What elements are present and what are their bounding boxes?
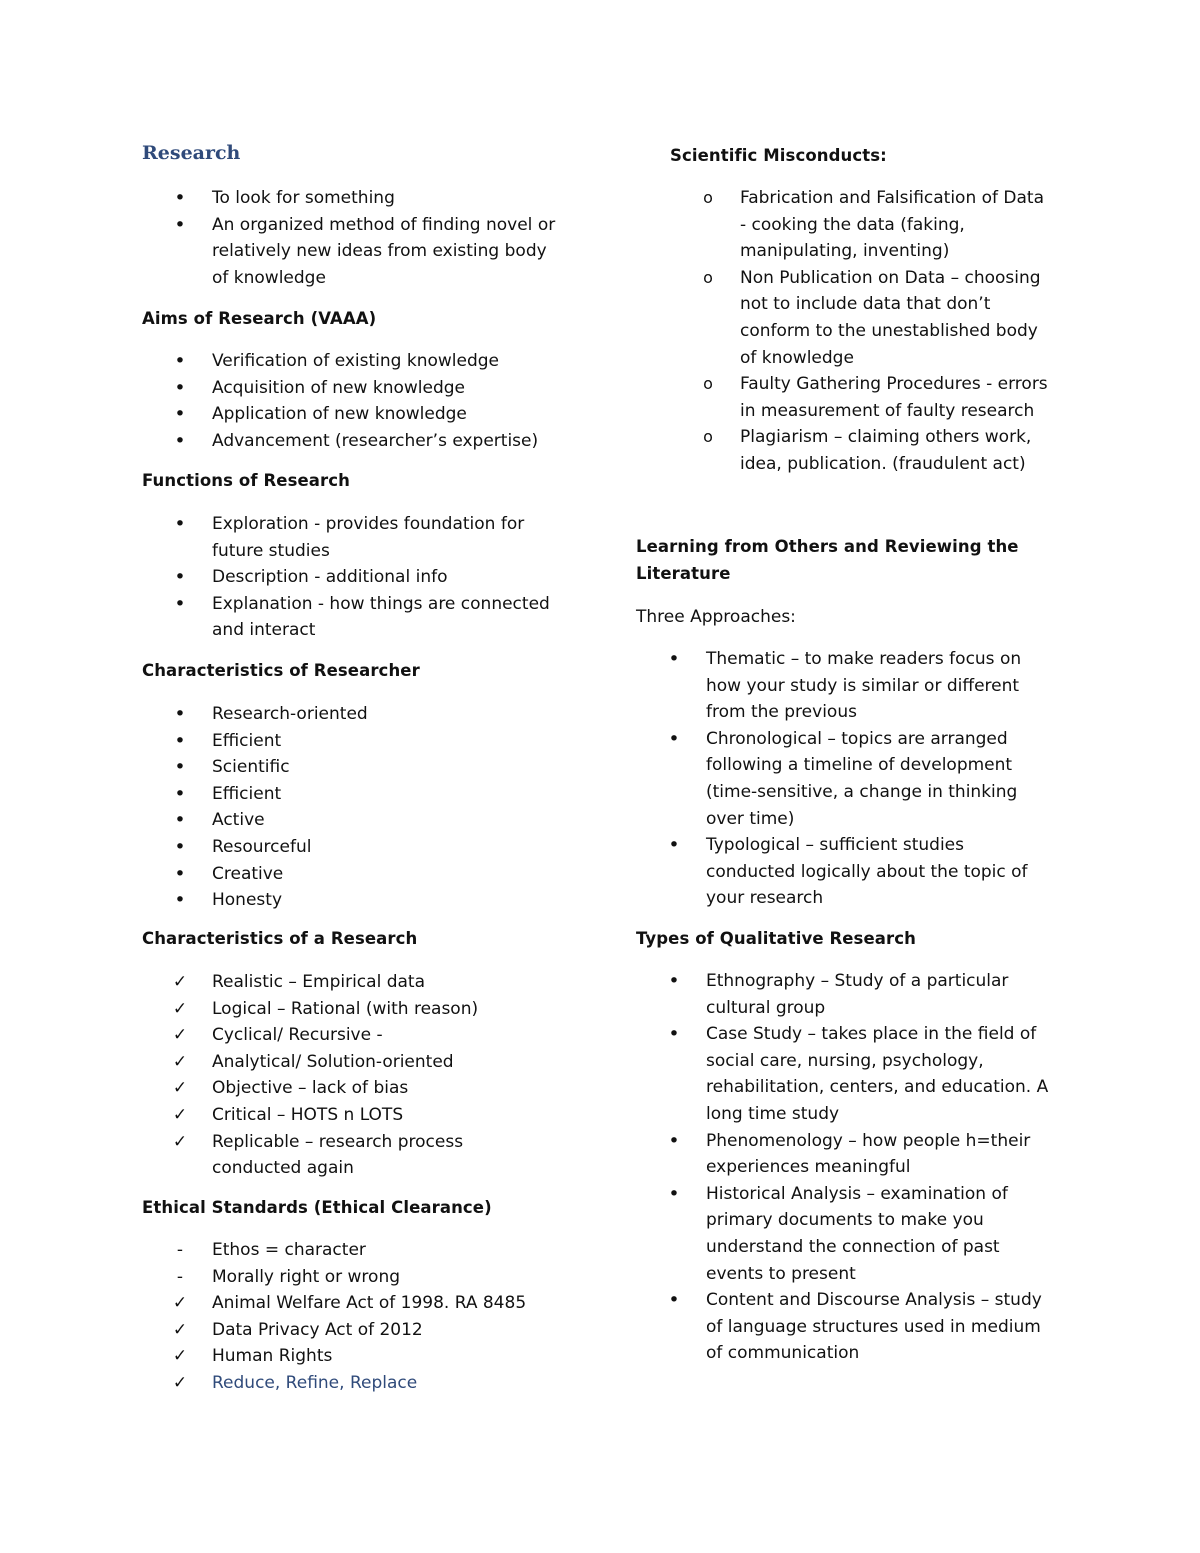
list-item-text: Explanation - how things are connected xyxy=(212,593,550,614)
checkmark-icon: ✓ xyxy=(172,998,188,1019)
list-item-text: long time study xyxy=(706,1103,840,1124)
list-item-text: (time-sensitive, a change in thinking xyxy=(706,781,1018,802)
circle-bullet-icon: o xyxy=(703,188,713,207)
list-item-text: Description - additional info xyxy=(212,567,448,588)
bullet-icon: • xyxy=(668,1182,680,1205)
list-item-text: of knowledge xyxy=(740,347,854,368)
list-item-text: Non Publication on Data – choosing xyxy=(740,267,1041,288)
bullet-icon: • xyxy=(174,782,186,805)
bullet-icon: • xyxy=(174,566,186,589)
list-item-text: Creative xyxy=(212,863,284,884)
list-item-text: Thematic – to make readers focus on xyxy=(706,649,1022,669)
list-item-text: following a timeline of development xyxy=(706,755,1013,776)
checkmark-icon: ✓ xyxy=(172,972,188,992)
list-item-text: Phenomenology – how people h=their xyxy=(706,1130,1031,1151)
list-item-text: - cooking the data (faking, xyxy=(740,214,965,235)
list-item-text: Faulty Gathering Procedures - errors xyxy=(740,374,1048,395)
list-item-text: idea, publication. (fraudulent act) xyxy=(740,453,1026,474)
list-item-text: conducted again xyxy=(212,1158,354,1179)
bullet-icon: • xyxy=(174,592,186,615)
list-item-text: understand the connection of past xyxy=(706,1236,1000,1257)
list-item-text: of knowledge xyxy=(212,267,326,288)
list-item-text: Critical – HOTS n LOTS xyxy=(212,1105,404,1125)
checkmark-icon: ✓ xyxy=(172,1293,188,1314)
dash-bullet-icon: - xyxy=(176,1240,184,1260)
list-item-text: Morally right or wrong xyxy=(212,1266,401,1287)
bullet-icon: • xyxy=(668,834,680,857)
circle-bullet-icon: o xyxy=(703,267,713,287)
qualitative-research-heading: Types of Qualitative Research xyxy=(636,929,916,948)
list-item-text: Logical – Rational (with reason) xyxy=(212,998,479,1019)
list-item-text: Case Study – takes place in the field of xyxy=(706,1024,1037,1045)
list-item-text: Exploration - provides foundation for xyxy=(212,514,525,534)
list-item-text: Historical Analysis – examination of xyxy=(706,1183,1008,1204)
list-item-text: Acquisition of new knowledge xyxy=(212,377,465,398)
dash-bullet-icon: - xyxy=(176,1266,184,1287)
list-item-text: Cyclical/ Recursive - xyxy=(212,1025,383,1046)
list-item-text: Ethnography – Study of a particular xyxy=(706,971,1009,991)
bullet-icon: • xyxy=(174,729,186,752)
list-item-text: Typological – sufficient studies xyxy=(706,835,964,856)
bullet-icon: • xyxy=(668,970,680,992)
checkmark-icon: ✓ xyxy=(172,1373,188,1393)
learning-heading-line: Learning from Others and Reviewing the xyxy=(636,537,1019,556)
list-item-text: rehabilitation, centers, and education. A xyxy=(706,1077,1049,1098)
bullet-icon: • xyxy=(174,703,186,725)
ethical-standards-heading: Ethical Standards (Ethical Clearance) xyxy=(142,1198,492,1217)
list-item-text: Analytical/ Solution-oriented xyxy=(212,1051,454,1072)
list-item-text: Objective – lack of bias xyxy=(212,1078,409,1099)
list-item-text: conform to the unestablished body xyxy=(740,320,1038,341)
checkmark-icon: ✓ xyxy=(172,1131,188,1152)
list-item-text: Scientific xyxy=(212,757,290,778)
list-item-text: primary documents to make you xyxy=(706,1210,984,1231)
list-item-text: Efficient xyxy=(212,730,282,751)
bullet-icon: • xyxy=(174,429,186,452)
bullet-icon: • xyxy=(174,889,186,912)
list-item-text: from the previous xyxy=(706,702,857,723)
list-item-text: manipulating, inventing) xyxy=(740,241,950,262)
bullet-icon: • xyxy=(174,809,186,832)
functions-heading: Functions of Research xyxy=(142,471,350,490)
list-item-text: your research xyxy=(706,888,824,909)
list-item-text: of language structures used in medium xyxy=(706,1316,1041,1337)
bullet-icon: • xyxy=(174,403,186,426)
bullet-icon: • xyxy=(174,376,186,399)
circle-bullet-icon: o xyxy=(703,374,713,394)
list-item-text: To look for something xyxy=(212,188,395,208)
bullet-icon: • xyxy=(174,836,186,858)
list-item-text: of communication xyxy=(706,1343,860,1364)
list-item-text: Advancement (researcher’s expertise) xyxy=(212,430,539,451)
list-item-text: Verification of existing knowledge xyxy=(212,351,500,371)
bullet-icon: • xyxy=(174,756,186,779)
checkmark-icon: ✓ xyxy=(172,1051,188,1072)
list-item-text: Content and Discourse Analysis – study xyxy=(706,1290,1042,1311)
list-item-text: in measurement of faulty research xyxy=(740,400,1035,421)
researcher-characteristics-heading: Characteristics of Researcher xyxy=(142,661,420,680)
aims-heading: Aims of Research (VAAA) xyxy=(142,309,377,328)
list-item-text: Reduce, Refine, Replace xyxy=(212,1373,418,1393)
list-item-text: experiences meaningful xyxy=(706,1157,911,1178)
list-item-text: Research-oriented xyxy=(212,704,368,724)
bullet-icon: • xyxy=(174,187,186,209)
list-item-text: social care, nursing, psychology, xyxy=(706,1050,984,1071)
list-item-text: Honesty xyxy=(212,890,283,911)
list-item-text: An organized method of finding novel or xyxy=(212,214,556,235)
list-item-text: Animal Welfare Act of 1998. RA 8485 xyxy=(212,1293,527,1314)
list-item-text: cultural group xyxy=(706,997,826,1018)
bullet-icon: • xyxy=(174,213,186,236)
checkmark-icon: ✓ xyxy=(172,1319,188,1340)
list-item-text: Plagiarism – claiming others work, xyxy=(740,427,1032,448)
bullet-icon: • xyxy=(668,1129,680,1152)
list-item-text: and interact xyxy=(212,620,316,641)
checkmark-icon: ✓ xyxy=(172,1025,188,1046)
list-item-text: Efficient xyxy=(212,783,282,804)
checkmark-icon: ✓ xyxy=(172,1105,188,1125)
learning-heading-line: Literature xyxy=(636,563,731,583)
list-item-text: events to present xyxy=(706,1263,856,1284)
research-title: Research xyxy=(142,142,241,164)
bullet-icon: • xyxy=(668,727,680,750)
bullet-icon: • xyxy=(174,862,186,885)
list-item-text: Data Privacy Act of 2012 xyxy=(212,1319,423,1340)
misconducts-heading: Scientific Misconducts: xyxy=(670,146,887,165)
bullet-icon: • xyxy=(668,648,680,670)
list-item-text: over time) xyxy=(706,808,795,829)
list-item-text: how your study is similar or different xyxy=(706,675,1020,696)
three-approaches-label: Three Approaches: xyxy=(636,607,796,627)
checkmark-icon: ✓ xyxy=(172,1078,188,1099)
list-item-text: Replicable – research process xyxy=(212,1131,464,1152)
bullet-icon: • xyxy=(174,350,186,372)
list-item-text: Resourceful xyxy=(212,837,312,857)
list-item-text: Realistic – Empirical data xyxy=(212,972,425,992)
list-item-text: Chronological – topics are arranged xyxy=(706,728,1008,749)
checkmark-icon: ✓ xyxy=(172,1346,188,1367)
list-item-text: Active xyxy=(212,810,265,831)
list-item-text: future studies xyxy=(212,540,330,561)
list-item-text: Human Rights xyxy=(212,1346,333,1367)
bullet-icon: • xyxy=(174,513,186,535)
list-item-text: Fabrication and Falsification of Data xyxy=(740,188,1045,208)
research-characteristics-heading: Characteristics of a Research xyxy=(142,929,418,948)
circle-bullet-icon: o xyxy=(703,427,713,447)
list-item-text: relatively new ideas from existing body xyxy=(212,241,547,262)
bullet-icon: • xyxy=(668,1289,680,1312)
list-item-text: conducted logically about the topic of xyxy=(706,861,1028,882)
list-item-text: not to include data that don’t xyxy=(740,294,991,315)
bullet-icon: • xyxy=(668,1023,680,1046)
list-item-text: Application of new knowledge xyxy=(212,404,467,425)
list-item-text: Ethos = character xyxy=(212,1240,366,1260)
